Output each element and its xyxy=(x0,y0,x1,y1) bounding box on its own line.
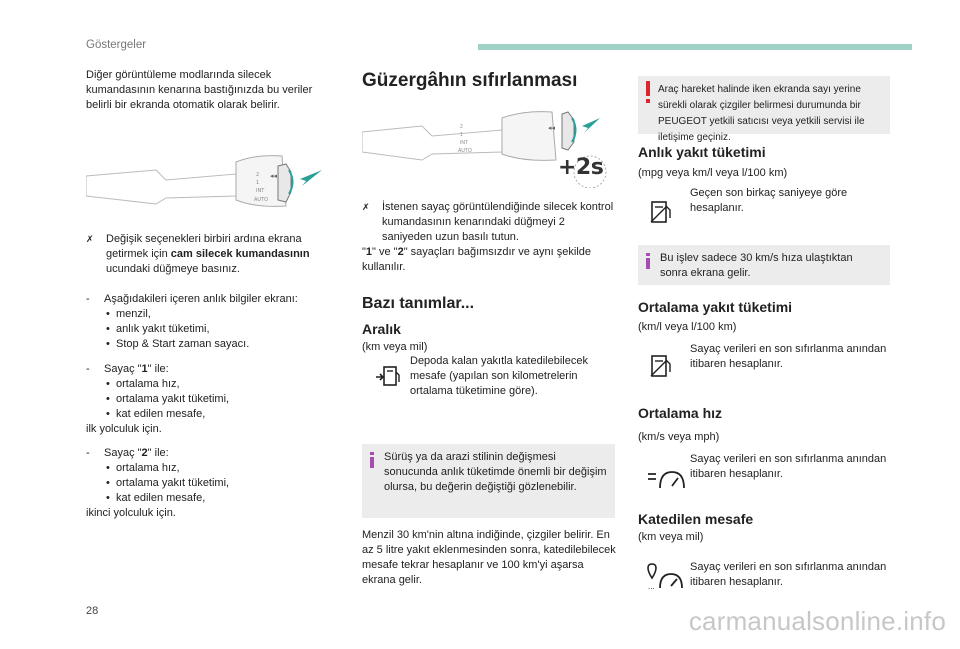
svg-text:...: ... xyxy=(648,582,655,591)
avg-cons-unit: (km/l veya l/100 km) xyxy=(638,321,737,333)
left-dash2: - Sayaç "1" ile: • ortalama hız, • ortalama yakıt tüketimi, • kat edilen mesafe, ilk yolculuk için. xyxy=(86,363,230,435)
distance-icon xyxy=(644,562,686,592)
range-desc: Depoda kalan yakıtla katedilebilecek mesafe (yapılan son kilometrelerin ortalama tüketimine göre). xyxy=(410,355,588,397)
inst-cons-desc: Geçen son birkaç saniyeye göre hesaplanır. xyxy=(690,187,848,214)
middle-instructions: ✗ İstenen sayaç görüntülendiğinde silecek kontrol kumandasının kenarındaki düğmeyi 2 saniyeden uzun basılı tutun. "1" ve "2" sayaçları bağımsızdır ve aynı şekilde kullanılır. xyxy=(362,200,617,275)
inst-cons-title: Anlık yakıt tüketimi xyxy=(638,144,766,160)
svg-text:INT: INT xyxy=(256,188,265,194)
svg-text:2: 2 xyxy=(460,124,463,130)
range-info-box: Sürüş ya da arazi stilinin değişmesi sonucunda anlık tüketimde önemli bir değişim olursa, bu değerin değiştiği gözlenebilir. xyxy=(362,444,615,518)
left-dash3: - Sayaç "2" ile: • ortalama hız, • ortalama yakıt tüketimi, • kat edilen mesafe, ikinci yolculuk için. xyxy=(86,447,230,519)
speedometer-icon xyxy=(646,462,686,494)
bullet-glyph-icon: ✗ xyxy=(362,202,370,212)
svg-text:◂◂: ◂◂ xyxy=(270,173,278,180)
header-bar xyxy=(478,44,912,50)
range-unit: (km veya mil) xyxy=(362,341,428,353)
bullet-glyph-icon: ✗ xyxy=(86,234,94,244)
inst-cons-unit: (mpg veya km/l veya l/100 km) xyxy=(638,167,788,179)
svg-text:1: 1 xyxy=(256,180,260,186)
distance-title: Katedilen mesafe xyxy=(638,511,754,527)
avg-speed-unit: (km/s veya mph) xyxy=(638,431,720,443)
svg-text:INT: INT xyxy=(460,140,469,146)
counter-note: "1" ve "2" sayaçları bağımsızdır ve aynı şekilde kullanılır. xyxy=(362,246,592,273)
fuel-pump-icon xyxy=(648,198,674,226)
left-dash1: - Aşağıdakileri içeren anlık bilgiler ekranı: • menzil, • anlık yakıt tüketimi, • Stop & Start zaman sayacı. xyxy=(86,293,298,350)
fuel-pump-icon xyxy=(648,352,674,380)
reset-title: Güzergâhın sıfırlanması xyxy=(362,70,578,91)
avg-cons-desc: Sayaç verileri en son sıfırlanma anından itibaren hesaplanır. xyxy=(690,343,887,370)
svg-text:2: 2 xyxy=(256,172,260,178)
svg-text:1: 1 xyxy=(460,132,463,138)
definitions-title: Bazı tanımlar... xyxy=(362,295,475,312)
page-number: 28 xyxy=(86,605,99,617)
inst-cons-info-box: Bu işlev sadece 30 km/s hıza ulaştıktan sonra ekrana gelir. xyxy=(638,245,890,285)
bullet-item: ✗ Değişik seçenekleri birbiri ardına ekrana getirmek için cam silecek kumandasının ucundaki düğmeye basınız. xyxy=(86,233,310,275)
avg-speed-desc: Sayaç verileri en son sıfırlanma anından itibaren hesaplanır. xyxy=(690,453,887,480)
svg-text:◂◂: ◂◂ xyxy=(548,125,556,132)
avg-cons-title: Ortalama yakıt tüketimi xyxy=(638,299,793,315)
svg-text:AUTO: AUTO xyxy=(254,197,269,203)
warning-box: Araç hareket halinde iken ekranda sayı yerine sürekli olarak çizgiler belirmesi durumunda bir PEUGEOT yetkili satıcısı veya yetkili servisi ile iletişime geçiniz. xyxy=(638,76,890,134)
section-label: Göstergeler xyxy=(86,39,147,51)
stalk-illustration-left xyxy=(86,148,336,214)
info-icon xyxy=(369,452,375,468)
left-intro xyxy=(86,68,336,113)
range-title: Aralık xyxy=(362,321,401,337)
warning-icon xyxy=(645,81,651,103)
hold-2s-badge: +2s xyxy=(558,155,604,180)
watermark: carmanualsonline.info xyxy=(688,606,946,636)
left-bullet xyxy=(86,232,336,277)
avg-speed-title: Ortalama hız xyxy=(638,405,723,421)
range-fuel-icon xyxy=(374,364,402,390)
intro-text: Diğer görüntüleme modlarında silecek kumandasının kenarına bastığınızda bu veriler belirli bir ekranda otomatik olarak belirir. xyxy=(86,69,313,111)
svg-text:AUTO: AUTO xyxy=(458,148,472,154)
distance-desc: Sayaç verileri en son sıfırlanma anından itibaren hesaplanır. xyxy=(690,561,887,588)
distance-unit: (km veya mil) xyxy=(638,531,704,543)
info-icon xyxy=(645,253,651,269)
range-bottom-text: Menzil 30 km'nin altına indiğinde, çizgiler belirir. En az 5 litre yakıt eklenmesinden sonra, katedilebilecek mesafe tekrar hesaplanır ve 100 km'yi aşarsa ekrana gelir. xyxy=(362,529,616,586)
